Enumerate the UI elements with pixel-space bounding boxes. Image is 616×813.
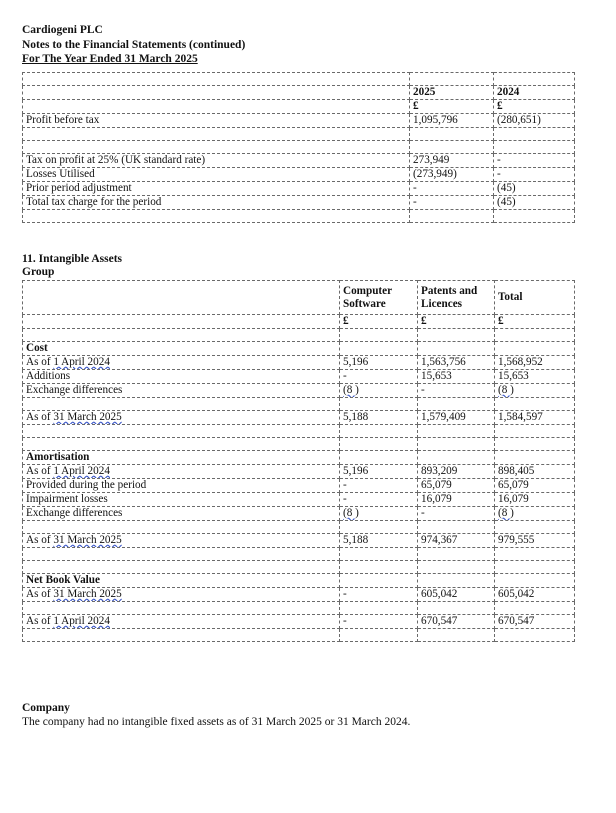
value-software: -: [340, 493, 418, 507]
row-label-prefix: As of: [26, 465, 54, 477]
table-row: [23, 384, 575, 398]
value-patents: 16,079: [418, 493, 495, 507]
row-label-prefix: As of: [26, 615, 54, 627]
intangibles-table: [22, 280, 575, 642]
value-software: -: [340, 479, 418, 493]
date-text: 1 April 2024: [53, 615, 110, 627]
document-header: [22, 23, 245, 67]
row-label: Profit before tax: [23, 114, 410, 128]
value-total: (8 ): [498, 384, 514, 396]
value-patents: 65,079: [418, 479, 495, 493]
value-total: (8 ): [498, 507, 514, 519]
value-2024: -: [494, 154, 575, 168]
value-2025: -: [410, 182, 494, 196]
row-label: [23, 534, 340, 548]
currency-patents: £: [418, 315, 495, 329]
tax-table: [22, 72, 575, 223]
date-text: 31 March 2025: [53, 588, 122, 600]
date-text: 31 March 2025: [53, 411, 122, 423]
row-label: [23, 465, 340, 479]
value-patents: 974,367: [418, 534, 495, 548]
table-row: [23, 479, 575, 493]
nbv-heading: Net Book Value: [23, 574, 340, 588]
value-software: 5,188: [340, 534, 418, 548]
table-row: [23, 465, 575, 479]
row-label: Total tax charge for the period: [23, 196, 410, 210]
value-2025: -: [410, 196, 494, 210]
value-patents: -: [418, 384, 495, 398]
currency-2025: £: [410, 100, 494, 114]
row-label-prefix: As of: [26, 356, 54, 368]
value-patents: 15,653: [418, 370, 495, 384]
value-software: (8 ): [343, 384, 359, 396]
value-total: 1,584,597: [495, 411, 575, 425]
cost-heading: Cost: [23, 342, 340, 356]
table-row: [23, 114, 575, 128]
value-software: -: [340, 615, 418, 629]
row-label: Prior period adjustment: [23, 182, 410, 196]
table-row: [23, 507, 575, 521]
period-title: For The Year Ended 31 March 2025: [22, 53, 198, 65]
row-label-prefix: As of: [26, 534, 54, 546]
currency-2024: £: [494, 100, 575, 114]
table-row: [23, 411, 575, 425]
table-row: [23, 493, 575, 507]
table-row: [23, 370, 575, 384]
section-title: 11. Intangible Assets: [22, 253, 123, 265]
value-patents: 1,563,756: [418, 356, 495, 370]
value-patents: 1,579,409: [418, 411, 495, 425]
value-software: 5,196: [340, 465, 418, 479]
value-software: 5,196: [340, 356, 418, 370]
value-2025: 273,949: [410, 154, 494, 168]
row-label: Additions: [23, 370, 340, 384]
company-note-text: The company had no intangible fixed assets as of 31 March 2025 or 31 March 2024.: [22, 716, 411, 728]
value-patents: 893,209: [418, 465, 495, 479]
table-row: [23, 615, 575, 629]
table-row: [23, 182, 575, 196]
table-row: [23, 168, 575, 182]
amortisation-heading: Amortisation: [23, 451, 340, 465]
company-name: Cardiogeni PLC: [22, 24, 103, 36]
table-row: [23, 588, 575, 602]
row-label: [23, 356, 340, 370]
group-label: Group: [22, 266, 55, 278]
value-patents: 670,547: [418, 615, 495, 629]
value-total: 16,079: [495, 493, 575, 507]
row-label: Losses Utilised: [23, 168, 410, 182]
value-software: (8 ): [343, 507, 359, 519]
currency-total: £: [495, 315, 575, 329]
value-patents: 605,042: [418, 588, 495, 602]
value-2025: 1,095,796: [410, 114, 494, 128]
table-row: [23, 356, 575, 370]
row-label: Impairment losses: [23, 493, 340, 507]
table-row: [23, 196, 575, 210]
value-software: -: [340, 588, 418, 602]
date-text: 31 March 2025: [53, 534, 122, 546]
value-total: 1,568,952: [495, 356, 575, 370]
date-text: 1 April 2024: [53, 356, 110, 368]
row-label: Provided during the period: [23, 479, 340, 493]
row-label-prefix: As of: [26, 411, 54, 423]
value-2024: (45): [494, 182, 575, 196]
value-total: 15,653: [495, 370, 575, 384]
value-total: 670,547: [495, 615, 575, 629]
value-total: 65,079: [495, 479, 575, 493]
row-label: [23, 411, 340, 425]
value-software: 5,188: [340, 411, 418, 425]
row-label: Exchange differences: [23, 507, 340, 521]
value-software: -: [340, 370, 418, 384]
value-total: 898,405: [495, 465, 575, 479]
value-total: 605,042: [495, 588, 575, 602]
row-label: Tax on profit at 25% (UK standard rate): [23, 154, 410, 168]
currency-software: £: [340, 315, 418, 329]
year-header-2024: 2024: [494, 86, 575, 100]
table-row: [23, 154, 575, 168]
value-total: 979,555: [495, 534, 575, 548]
value-patents: -: [418, 507, 495, 521]
value-2025: (273,949): [410, 168, 494, 182]
value-2024: (45): [494, 196, 575, 210]
company-label: Company: [22, 702, 70, 714]
row-label-prefix: As of: [26, 588, 54, 600]
table-row: [23, 534, 575, 548]
column-header-software: Computer Software: [340, 281, 418, 315]
row-label: Exchange differences: [23, 384, 340, 398]
column-header-total: Total: [495, 281, 575, 315]
notes-subtitle: Notes to the Financial Statements (continued): [22, 38, 246, 51]
value-2024: -: [494, 168, 575, 182]
value-2024: (280,651): [494, 114, 575, 128]
year-header-2025: 2025: [410, 86, 494, 100]
row-label: [23, 615, 340, 629]
column-header-patents: Patents and Licences: [418, 281, 495, 315]
date-text: 1 April 2024: [53, 465, 110, 477]
row-label: [23, 588, 340, 602]
